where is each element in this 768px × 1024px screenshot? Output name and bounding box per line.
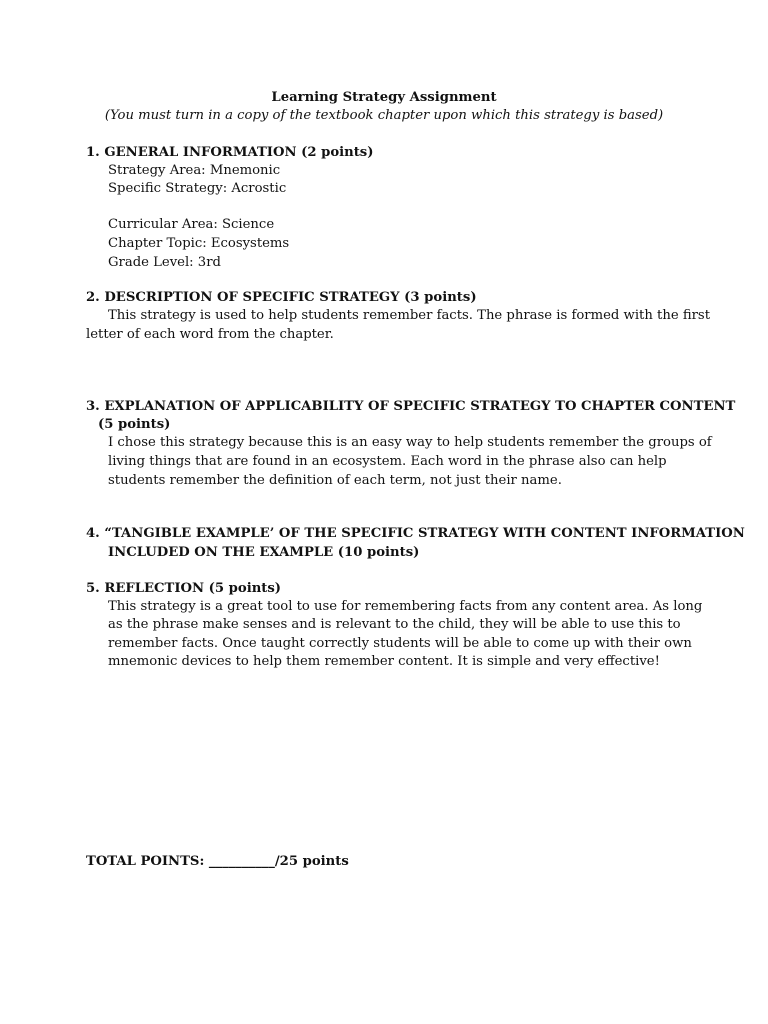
section3-heading-points: (5 points) xyxy=(98,417,171,432)
section5-heading: 5. REFLECTION (5 points) xyxy=(86,581,282,596)
section5-text-line: mnemonic devices to help them remember content. It is simple and very effective! xyxy=(108,654,660,669)
section1-heading: 1. GENERAL INFORMATION (2 points) xyxy=(86,145,374,160)
strategy-area-line: Strategy Area: Mnemonic xyxy=(108,163,281,178)
chapter-topic-line: Chapter Topic: Ecosystems xyxy=(108,236,290,251)
section2-text-line: letter of each word from the chapter. xyxy=(86,327,334,342)
specific-strategy-line: Specific Strategy: Acrostic xyxy=(108,181,287,196)
total-points: TOTAL POINTS: __________/25 points xyxy=(86,854,349,869)
section4-heading-line2: INCLUDED ON THE EXAMPLE (10 points) xyxy=(108,545,420,560)
section2-text-line: This strategy is used to help students remember facts. The phrase is formed with the first xyxy=(108,308,710,323)
section3-text-line: students remember the definition of each term, not just their name. xyxy=(108,473,562,488)
section3-heading: 3. EXPLANATION OF APPLICABILITY OF SPECIFIC STRATEGY TO CHAPTER CONTENT xyxy=(86,399,736,414)
document-subtitle: (You must turn in a copy of the textbook chapter upon which this strategy is based) xyxy=(104,108,664,123)
section3-text-line: living things that are found in an ecosystem. Each word in the phrase also can help xyxy=(108,454,667,469)
section2-heading: 2. DESCRIPTION OF SPECIFIC STRATEGY (3 points) xyxy=(86,290,477,305)
section5-text-line: remember facts. Once taught correctly students will be able to come up with their own xyxy=(108,636,692,651)
document-title: Learning Strategy Assignment xyxy=(271,90,497,105)
curricular-area-line: Curricular Area: Science xyxy=(108,217,275,232)
section3-text-line: I chose this strategy because this is an easy way to help students remember the groups of xyxy=(108,435,712,450)
section5-text-line: as the phrase make senses and is relevant to the child, they will be able to use this to xyxy=(108,617,681,632)
section5-text-line: This strategy is a great tool to use for remembering facts from any content area. As long xyxy=(108,599,703,614)
section4-heading: 4. “TANGIBLE EXAMPLE’ OF THE SPECIFIC STRATEGY WITH CONTENT INFORMATION xyxy=(86,526,745,541)
grade-level-line: Grade Level: 3rd xyxy=(108,255,221,270)
